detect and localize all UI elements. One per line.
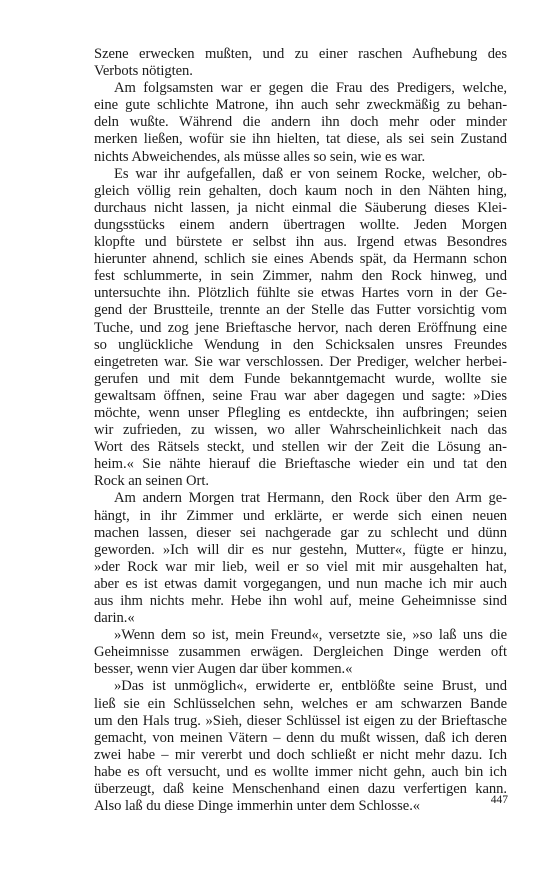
text-line: »Wenn dem so ist, mein Freund«, versetzte sie, »so laß uns die (114, 627, 507, 644)
text-line: Tuche, und zog jene Brieftasche hervor, nach deren Eröffnung eine (94, 319, 507, 336)
text-line: zwei habe – mir vererbt und doch schließt er nicht mehr dazu. Ich (94, 746, 507, 763)
text-line: nichts Abweichendes, als müsse alles so sein, wie es war. (94, 148, 426, 165)
text-line: aber es ist etwas damit vorgegangen, und nun mache ich mir auch (94, 575, 507, 592)
text-line: Szene erwecken mußten, und zu einer raschen Aufhebung des (94, 46, 507, 62)
page-text-body (94, 46, 507, 815)
text-line: hängt, in ihr Zimmer und erklärte, er werde sich einen neuen (94, 507, 507, 524)
text-line: Geheimnisse zusammen erwägen. Dergleichen Dinge werden oft (94, 644, 507, 661)
text-line: untersuchte ihn. Plötzlich fühlte sie etwas Hartes vorn in der Ge- (94, 285, 507, 302)
text-line: aus ihm nichts mehr. Hebe ihn wohl auf, meine Geheimnisse sind (94, 593, 507, 609)
text-line: merken ließen, wofür sie ihn hielten, tat diese, als sei sein Zustand (94, 131, 507, 148)
text-line: Rock an seinen Ort. (94, 473, 209, 490)
text-line: heim.« Sie nähte hierauf die Brieftasche wieder ein und tat den (94, 456, 507, 473)
text-line: dungsstücks einem andern übertragen wollte. Jeden Morgen (94, 216, 507, 233)
text-line: ließ sie ein Schlüsselchen sehn, welches er am schwarzen Bande (94, 695, 507, 712)
text-line: wir zufrieden, zu wissen, wo aller Wahrscheinlichkeit nach das (94, 422, 507, 439)
text-line: habe es oft versucht, und es wollte immer nicht gehn, auch bin ich (94, 763, 507, 780)
text-line: Also laß du diese Dinge immerhin unter dem Schlosse.« (94, 798, 421, 815)
text-line: geworden. »Ich will dir es nur gestehn, Mutter«, fügte er hinzu, (94, 541, 507, 558)
text-line: Am andern Morgen trat Hermann, den Rock über den Arm ge- (114, 490, 507, 507)
text-line: »Das ist unmöglich«, erwiderte er, entblößte seine Brust, und (114, 678, 507, 695)
text-line: eingetreten war. Sie war verschlossen. Der Prediger, welcher herbei- (94, 353, 507, 370)
text-line: überzeugt, daß keine Menschenhand einen dazu verfertigen kann. (94, 781, 507, 798)
text-line: hierunter ahnend, schlich sie eines Abends spät, da Hermann schon (94, 251, 507, 268)
text-line: Am folgsamsten war er gegen die Frau des Predigers, welche, (114, 80, 507, 97)
text-line: darin.« (94, 610, 135, 627)
text-line: gemacht, von meinen Vätern – denn du mußt wissen, daß ich deren (94, 729, 507, 746)
text-line: durchaus nicht lassen, ja nicht einmal die Säuberung dieses Klei- (94, 199, 507, 216)
paragraph (94, 46, 507, 80)
text-line: klopfte und bürstete er selbst ihn aus. Irgend etwas Besondres (94, 234, 507, 251)
paragraph (94, 678, 507, 815)
text-line: möchte, wenn unser Pflegling es entdeckte, ihn aufbringen; seien (94, 404, 507, 421)
text-line: machen lassen, dieser sei nachgerade gar zu schlecht und dünn (94, 524, 507, 541)
text-line: gerufen und mit dem Funde bekanntgemacht wurde, wollte sie (94, 370, 507, 387)
text-line: deln wußte. Während die andern ihn doch mehr oder minder (94, 114, 507, 131)
paragraph (94, 627, 507, 678)
page-number: 447 (490, 794, 508, 806)
text-line: um den Hals trug. »Sieh, dieser Schlüssel ist eigen zu der Brieftasche (94, 712, 507, 729)
text-line: fest schlummerte, in sein Zimmer, nahm den Rock hinweg, und (94, 268, 507, 285)
text-line: gleich völlig rein gehalten, doch kaum noch in den Nähten hing, (94, 182, 507, 199)
paragraph (94, 80, 507, 165)
text-line: »der Rock war mir lieb, weil er so viel mit mir ausgehalten hat, (94, 558, 507, 575)
paragraph (94, 490, 507, 627)
text-line: eine gute schlichte Matrone, ihn auch sehr zweckmäßig zu behan- (94, 97, 507, 114)
text-line: besser, wenn vier Augen dar über kommen.« (94, 661, 353, 678)
paragraph (94, 166, 507, 491)
text-line: so unglückliche Wendung in den Schicksalen unsres Freundes (94, 336, 507, 353)
text-line: Es war ihr aufgefallen, daß er von seinem Rocke, welcher, ob- (114, 165, 507, 182)
text-line: Wort des Rätsels steckt, und stellen wir der Zeit die Lösung an- (94, 439, 507, 456)
text-line: gend der Brustteile, trennte an der Stelle das Futter vorsichtig vom (94, 302, 507, 319)
text-line: gewaltsam öffnen, seine Frau war aber dagegen und sagte: »Dies (94, 387, 507, 404)
text-line: Verbots nötigten. (94, 63, 193, 80)
